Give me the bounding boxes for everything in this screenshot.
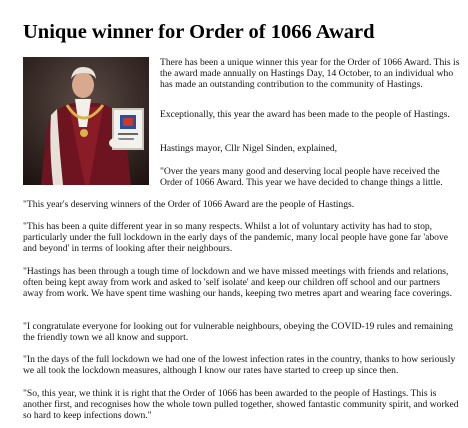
quote-paragraph: "Hastings has been through a tough time of lockdown and we have missed meetings with friends and relations, often being kept away from work and asked to 'self isolate' and keep our children off school and our partners away from work. We have spent time washing our hands, keeping two metres apart and wearing face coverings.	[23, 266, 453, 299]
quote-paragraph: "In the days of the full lockdown we had one of the lowest infection rates in the country, thanks to how seriously we all took the lockdown measures, although I know our rates have started to creep up since then.	[23, 354, 456, 376]
quote-paragraph: "I congratulate everyone for looking out for vulnerable neighbours, obeying the COVID-19 rules and remaining the friendly town we all know and support.	[23, 321, 453, 343]
article-headline: Unique winner for Order of 1066 Award	[23, 21, 375, 43]
mayor-photo	[23, 57, 149, 185]
quote-paragraph: "So, this year, we think it is right that the Order of 1066 has been awarded to the people of Hastings. This is another first, and recognises how the whole town pulled together, showed fantastic community spirit, and worked so hard to keep infections down."	[23, 388, 459, 421]
intro-paragraph: There has been a unique winner this year for the Order of 1066 Award. This is the award made annually on Hastings Day, 14 October, to an individual who has made an outstanding contribution to the community of Hastings.	[160, 57, 460, 90]
mayor-attribution: Hastings mayor, Cllr Nigel Sinden, explained,	[160, 143, 338, 154]
quote-paragraph: "This year's deserving winners of the Order of 1066 Award are the people of Hastings.	[23, 199, 355, 210]
quote-paragraph: "Over the years many good and deserving local people have received the Order of 1066 Award. This year we have decided to change things a little.	[160, 166, 443, 188]
quote-paragraph: "This has been a quite different year in so many respects. Whilst a lot of voluntary activity has had to stop, particularly under the full lockdown in the early days of the pandemic, many local people have gone far 'above and beyond' in terms of looking after their neighbours.	[23, 221, 449, 254]
mayor-photo-illustration	[23, 57, 149, 185]
exception-paragraph: Exceptionally, this year the award has been made to the people of Hastings.	[160, 109, 450, 120]
